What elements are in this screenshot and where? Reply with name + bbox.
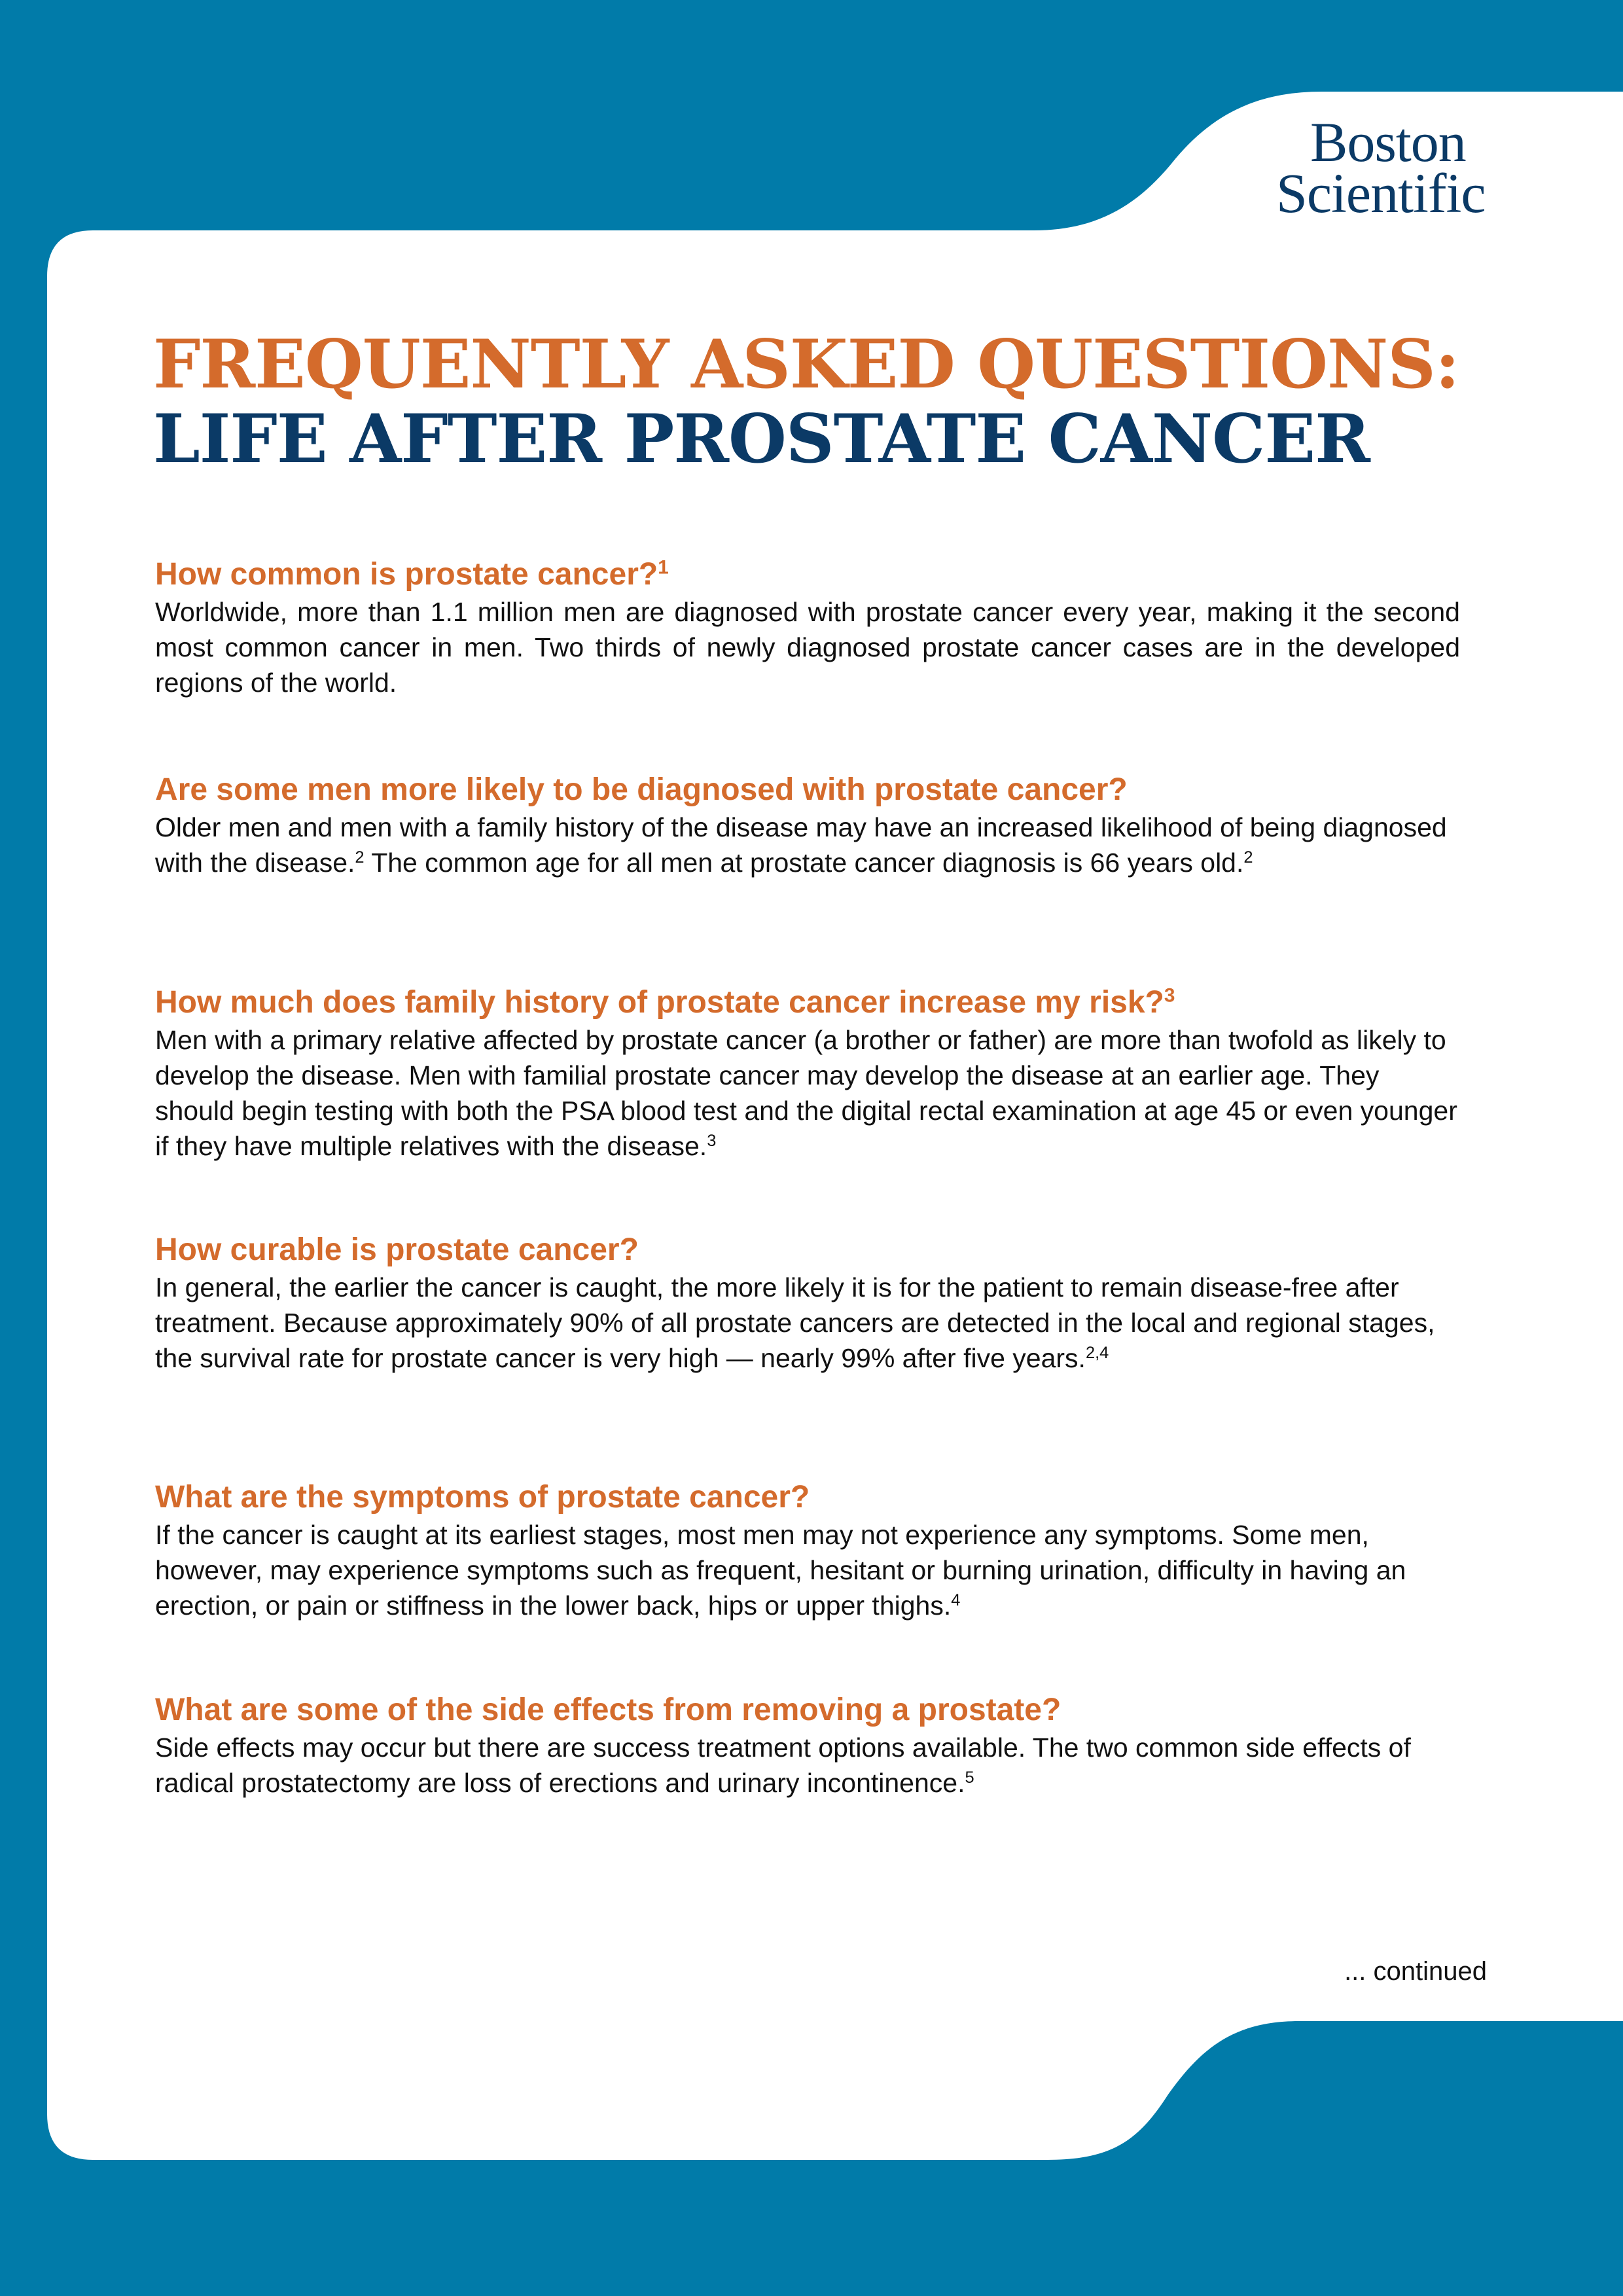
faq-question: How much does family history of prostate cancer increase my risk?$^3$	[155, 984, 1175, 1020]
faq-answer: Older men and men with a family history of the disease may have an increased likelihood of being diagnosed with the disease.$^2$ The common age for all men at prostate cancer diagnosis is 66 years old.$^2$	[155, 812, 1447, 878]
faq-answer: In general, the earlier the cancer is caught, the more likely it is for the patient to remain disease-free after treatment. Because approximately 90% of all prostate cancers are detected in the local and regional stages, the survival rate for prostate cancer is very high — nearly 99% after five years.$^{2,4}$	[155, 1272, 1435, 1373]
logo-text-line2: Scientific	[1276, 162, 1486, 224]
footnote-ref: 5	[965, 1768, 974, 1787]
footnote-ref: 2	[1243, 848, 1253, 867]
page-title-line2: LIFE AFTER PROSTATE CANCER	[153, 400, 1370, 478]
faq-item-family-history	[155, 983, 1465, 1164]
faq-question: How curable is prostate cancer?	[155, 1232, 639, 1267]
footnote-ref: 1	[658, 556, 669, 579]
footnote-ref: 3	[1164, 984, 1175, 1007]
logo-text-line1: Boston	[1310, 111, 1466, 173]
boston-scientific-logo	[1276, 111, 1525, 224]
footnote-ref: 2	[355, 848, 365, 867]
footnote-ref: 3	[707, 1132, 717, 1151]
faq-answer: Worldwide, more than 1.1 million men are diagnosed with prostate cancer every year, making it the second most common cancer in men. Two thirds of newly diagnosed prostate cancer cases are in the developed regions of the world.	[155, 597, 1460, 698]
faq-question: What are the symptoms of prostate cancer?	[155, 1480, 810, 1515]
faq-answer: If the cancer is caught at its earliest stages, most men may not experience any symptoms. Some men, however, may experience symptoms such as frequent, hesitant or burning urination, difficulty in having an erection, or pain or stiffness in the lower back, hips or upper thighs.$^4$	[155, 1520, 1406, 1621]
faq-answer: Men with a primary relative affected by prostate cancer (a brother or father) are more than twofold as likely to develop the disease. Men with familial prostate cancer may develop the disease at an earlier age. They should begin testing with both the PSA blood test and the digital rectal examination at age 45 or even younger if they have multiple relatives with the disease.$^3$	[155, 1025, 1457, 1161]
faq-item-risk-groups	[155, 770, 1465, 880]
continued-note: ... continued	[1344, 1957, 1487, 1986]
faq-question: How common is prostate cancer?$^1$	[155, 556, 669, 592]
faq-question: Are some men more likely to be diagnosed with prostate cancer?	[155, 772, 1128, 807]
faq-question: What are some of the side effects from removing a prostate?	[155, 1693, 1061, 1727]
faq-item-side-effects	[155, 1691, 1465, 1801]
faq-item-symptoms	[155, 1478, 1465, 1623]
footnote-ref: 4	[951, 1591, 961, 1610]
page-title-line1: FREQUENTLY ASKED QUESTIONS:	[153, 325, 1459, 404]
faq-item-curability	[155, 1230, 1465, 1376]
faq-answer: Side effects may occur but there are success treatment options available. The two common side effects of radical prostatectomy are loss of erections and urinary incontinence.$^5$	[155, 1732, 1411, 1798]
faq-item-prostate-cancer-commonness	[155, 555, 1465, 700]
footnote-ref: 2,4	[1085, 1344, 1109, 1363]
